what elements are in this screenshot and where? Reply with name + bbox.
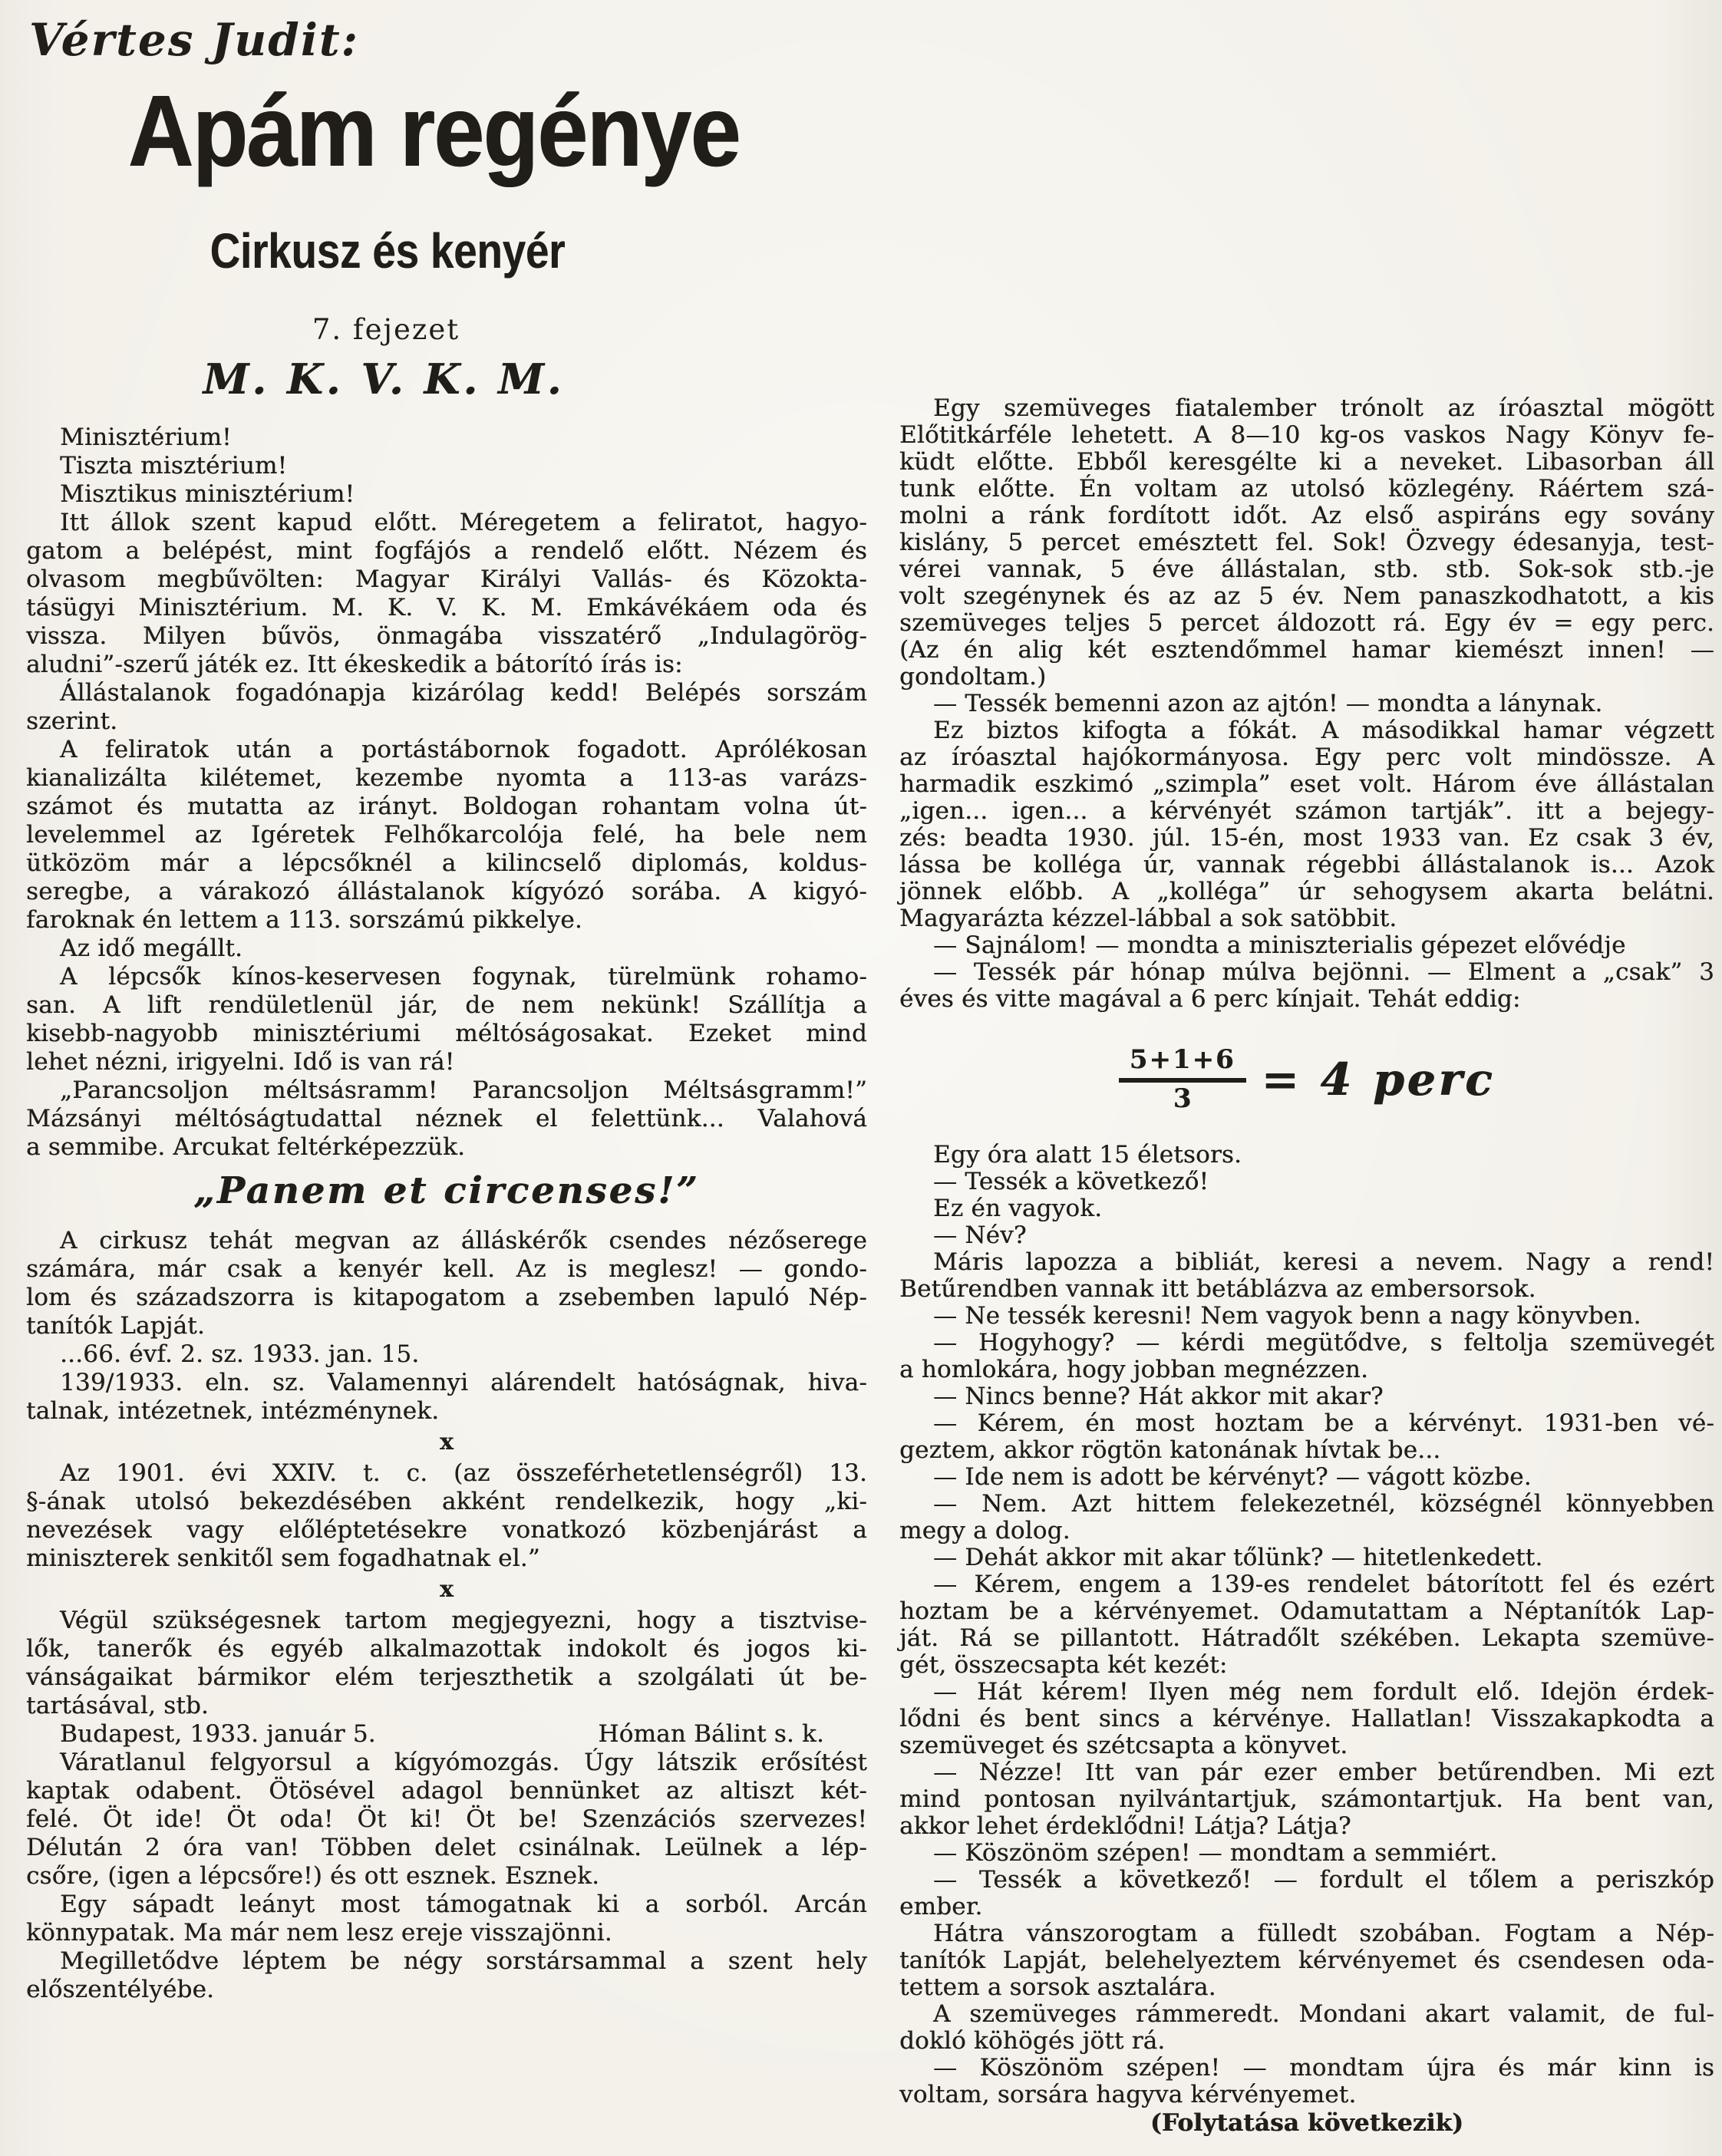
text-line: vérei vannak, 5 éve állástalan, stb. stb. Sok-sok stb.-je xyxy=(899,555,1714,583)
text-line: hoztam be a kérvényemet. Odamutattam a Néptanítók Lap- xyxy=(899,1597,1714,1625)
paragraph xyxy=(899,959,1714,1013)
text-line: — Kérem, én most hoztam be a kérvényt. 1931-ben vé- xyxy=(933,1409,1714,1437)
paragraph xyxy=(26,1891,867,1947)
text-line: könnypatak. Ma már nem lesz ereje visszajönni. xyxy=(26,1919,612,1947)
text-line: Itt állok szent kapud előtt. Méregetem a feliratot, hagyo- xyxy=(60,509,867,536)
text-line: Ez biztos kifogta a fókát. A másodikkal hamar végzett xyxy=(933,717,1714,744)
text-line: levelemmel az Igéretek Felhőkarcolója felé, ha bele nem xyxy=(26,821,867,849)
chapter-title: M. K. V. K. M. xyxy=(203,354,565,404)
paragraph xyxy=(899,1867,1714,1920)
text-line: tunk előtte. Én voltam az utolsó közlegény. Ráértem szá- xyxy=(899,475,1714,503)
text-line: felé. Öt ide! Öt oda! Öt ki! Öt be! Szenzációs szervezes! xyxy=(26,1805,867,1833)
text-line: számot és mutatta az irányt. Boldogan rohantam volna út- xyxy=(26,793,867,820)
text-line: lődni és bent sincs a kérvénye. Hallatlan! Visszakapkodta a xyxy=(899,1705,1714,1732)
continuation-note: (Folytatása következik) xyxy=(1150,2109,1464,2137)
fraction-denominator: 3 xyxy=(1173,1083,1192,1114)
text-line: san. A lift rendületlenül jár, de nem nekünk! Szállítja a xyxy=(26,991,867,1019)
paragraph xyxy=(26,1227,867,1340)
signature: Hóman Bálint s. k. xyxy=(598,1720,824,1748)
text-line: Az 1901. évi XXIV. t. c. (az összeférhetetlenségről) 13. xyxy=(60,1459,867,1487)
text-line: (Az én alig két esztendőmmel hamar kiemészt innen! — xyxy=(899,636,1714,664)
paragraph xyxy=(26,452,867,480)
text-line: ember. xyxy=(899,1893,983,1920)
text-line: dokló köhögés jött rá. xyxy=(899,2027,1166,2055)
paragraph xyxy=(26,1340,867,1369)
paragraph xyxy=(899,2055,1714,2108)
paragraph xyxy=(899,1491,1714,1544)
text-line: molni a ránk fordított időt. Az első aspiráns egy sovány xyxy=(899,502,1714,529)
dateline: Budapest, 1933. január 5. xyxy=(60,1720,376,1748)
text-line: — Nincs benne? Hát akkor mit akar? xyxy=(933,1383,1384,1410)
paragraph xyxy=(899,1303,1714,1330)
text-line: Végül szükségesnek tartom megjegyezni, hogy a tisztvise- xyxy=(60,1607,867,1634)
text-line: Egy óra alatt 15 életsors. xyxy=(933,1141,1242,1169)
text-line: lehet nézni, irigyelni. Idő is van rá! xyxy=(26,1048,455,1076)
text-line: ...66. évf. 2. sz. 1933. jan. 15. xyxy=(60,1340,420,1368)
text-line: voltam, sorsára hagyva kérvényemet. xyxy=(899,2081,1357,2108)
text-line: szemüveges teljes 5 percet áldozott rá. Egy év = egy perc. xyxy=(899,609,1714,637)
text-line: a homlokára, hogy jobban megnézzen. xyxy=(899,1356,1369,1383)
text-line: — Ide nem is adott be kérvényt? — vágott közbe. xyxy=(933,1463,1532,1491)
text-line: A cirkusz tehát megvan az álláskérők csendes nézőserege xyxy=(60,1227,867,1254)
text-line: A lépcsők kínos-keservesen fogynak, türelmünk rohamo- xyxy=(60,963,867,991)
paragraph xyxy=(899,1571,1714,1679)
text-line: ütközöm már a lépcsőknél a kilincselő diplomás, koldus- xyxy=(26,849,867,877)
text-line: — Kérem, engem a 139-es rendelet bátorított fel és ezért xyxy=(933,1571,1714,1598)
text-line: mind pontosan nyilvántartjuk, számontartjuk. Ha bent van, xyxy=(899,1785,1714,1813)
text-line: tásügyi Minisztérium. M. K. V. K. M. Emkávékáem oda és xyxy=(26,594,867,621)
paragraph xyxy=(899,932,1714,959)
paragraph xyxy=(26,1749,867,1891)
text-line: Előtitkárféle lehetett. A 8—10 kg-os vaskos Nagy Könyv fe- xyxy=(899,421,1714,449)
text-line: — Tessék pár hónap múlva bejönni. — Elment a „csak” 3 xyxy=(933,958,1714,986)
paragraph xyxy=(899,395,1714,691)
text-line: Az idő megállt. xyxy=(60,935,243,962)
text-line: A szemüveges rámmeredt. Mondani akart valamit, de ful- xyxy=(933,2000,1714,2028)
text-line: Megilletődve léptem be négy sorstársammal a szent hely xyxy=(60,1947,867,1975)
text-line: gét, összecsapta két kezét: xyxy=(899,1651,1228,1679)
text-line: szerint. xyxy=(26,707,118,735)
paragraph xyxy=(899,1464,1714,1491)
paragraph xyxy=(26,935,867,963)
text-line: a semmibe. Arcukat feltérképezzük. xyxy=(26,1133,466,1161)
text-line: vánságaikat bármikor elém terjeszthetik a szolgálati út be- xyxy=(26,1663,867,1691)
text-line: — Köszönöm szépen! — mondtam a semmiért. xyxy=(933,1839,1498,1867)
text-line: Egy sápadt leányt most támogatnak ki a sorból. Arcán xyxy=(60,1891,867,1918)
paragraph xyxy=(899,691,1714,717)
text-line: tanítók Lapját. xyxy=(26,1312,205,1340)
paragraph xyxy=(26,1607,867,1720)
text-line: számára, már csak a kenyér kell. Az is meglesz! — gondo- xyxy=(26,1255,867,1283)
paragraph xyxy=(26,736,867,935)
text-line: miniszterek senkitől sem fogadhatnak el.” xyxy=(26,1544,540,1572)
paragraph xyxy=(26,679,867,736)
text-line: — Sajnálom! — mondta a miniszterialis gépezet elővédje xyxy=(933,931,1626,959)
text-line: volt szegénynek és az az 5 év. Nem panaszkodhatott, a kis xyxy=(899,582,1714,610)
text-line: — Nem. Azt hittem felekezetnél, községnél könnyebben xyxy=(933,1490,1714,1518)
article-title: Apám regénye xyxy=(127,74,740,187)
author-byline: Vértes Judit: xyxy=(29,14,360,66)
text-line: Mázsányi méltóságtudattal néznek el felettünk... Valahová xyxy=(26,1105,867,1132)
text-line: faroknak én lettem a 113. sorszámú pikkelye. xyxy=(26,906,582,934)
text-line: ját. Rá se pillantott. Hátradőlt székében. Lekapta szemüve- xyxy=(899,1624,1714,1652)
text-line: kislány, 5 percet emésztett fel. Sok! Özvegy édesanyja, test- xyxy=(899,529,1714,556)
text-line: Egy szemüveges fiatalember trónolt az íróasztal mögött xyxy=(933,394,1714,422)
paragraph xyxy=(899,1920,1714,2001)
paragraph xyxy=(899,717,1714,932)
paragraph xyxy=(899,1222,1714,1249)
text-line: Hátra vánszorogtam a fülledt szobában. Fogtam a Nép- xyxy=(933,1920,1714,1947)
text-line: — Ne tessék keresni! Nem vagyok benn a nagy könyvben. xyxy=(933,1302,1641,1330)
text-line: — Tessék bemenni azon az ajtón! — mondta a lánynak. xyxy=(933,690,1603,717)
text-line: az íróasztal hajókormányosa. Egy perc volt mindössze. A xyxy=(899,743,1714,771)
right-column xyxy=(899,395,1714,2137)
formula-result: = 4 perc xyxy=(1261,1053,1496,1106)
text-line: aludni”-szerű játék ez. Itt ékeskedik a bátorító írás is: xyxy=(26,651,683,678)
text-line: lom és századszorra is kitapogatom a zsebemben lapuló Nép- xyxy=(26,1284,867,1311)
text-line: talnak, intézetnek, intézménynek. xyxy=(26,1397,440,1425)
text-line: Minisztérium! xyxy=(60,424,232,451)
text-line: — Hogyhogy? — kérdi megütődve, s feltolja szemüvegét xyxy=(933,1329,1714,1357)
text-line: vissza. Milyen bűvös, önmagába visszatérő „Indulagörög- xyxy=(26,622,867,650)
text-line: kaptak odabent. Ötösével adagol bennünket az altiszt két- xyxy=(26,1777,867,1805)
text-line: geztem, akkor rögtön katonának hívtak be... xyxy=(899,1436,1441,1464)
chapter-number: 7. fejezet xyxy=(312,313,460,346)
text-line: — Dehát akkor mit akar tőlünk? — hitetlenkedett. xyxy=(933,1544,1543,1571)
text-line: Délután 2 óra van! Többen delet csinálnak. Leülnek a lép- xyxy=(26,1834,867,1861)
text-line: olvasom megbűvölten: Magyar Királyi Vallás- és Közokta- xyxy=(26,565,867,593)
paragraph xyxy=(899,1169,1714,1195)
text-line: — Hát kérem! Ilyen még nem fordult elő. Idejön érdek- xyxy=(933,1678,1714,1706)
text-line: — Tessék a következő! — fordult el tőlem a periszkóp xyxy=(933,1866,1714,1894)
average-formula xyxy=(899,1022,1714,1137)
text-line: „Parancsoljon méltsásramm! Parancsoljon Méltsásgramm!” xyxy=(60,1076,867,1104)
paragraph xyxy=(899,1544,1714,1571)
section-separator: x xyxy=(439,1429,454,1455)
paragraph xyxy=(899,1410,1714,1464)
fraction-numerator: 5+1+6 xyxy=(1119,1044,1246,1083)
paragraph xyxy=(26,1459,867,1573)
text-line: jönnek előbb. A „kolléga” úr sehogysem akarta belátni. xyxy=(899,878,1714,905)
text-line: megy a dolog. xyxy=(899,1517,1070,1544)
text-line: Tiszta misztérium! xyxy=(60,452,288,480)
text-line: Váratlanul felgyorsul a kígyómozgás. Úgy látszik erősítést xyxy=(60,1749,867,1776)
text-line: Ez én vagyok. xyxy=(933,1195,1103,1222)
paragraph xyxy=(26,480,867,509)
text-line: szemüveget és szétcsapta a könyvet. xyxy=(899,1732,1348,1759)
text-line: Betűrendben vannak itt betáblázva az embersorsok. xyxy=(899,1275,1536,1303)
text-line: kianalizálta kilétemet, kezembe nyomta a 113-as varázs- xyxy=(26,764,867,792)
text-line: akkor lehet érdeklődni! Látja? Látja? xyxy=(899,1812,1351,1840)
text-line: A feliratok után a portástábornok fogadott. Aprólékosan xyxy=(60,736,867,763)
fraction xyxy=(1119,1044,1246,1115)
paragraph xyxy=(26,963,867,1076)
text-line: zés: beadta 1930. júl. 15-én, most 1933 van. Ez csak 3 év, xyxy=(899,824,1714,852)
text-line: Állástalanok fogadónapja kizárólag kedd! Belépés sorszám xyxy=(60,679,867,707)
text-line: seregbe, a várakozó állástalanok kígyózó sorába. A kigyó- xyxy=(26,878,867,905)
text-line: — Köszönöm szépen! — mondtam újra és már kinn is xyxy=(933,2054,1714,2082)
paragraph xyxy=(26,424,867,452)
paragraph xyxy=(26,1947,867,2004)
left-column xyxy=(26,424,867,2004)
text-line: Magyarázta kézzel-lábbal a sok satöbbit. xyxy=(899,905,1397,932)
text-line: küdt előtte. Ebből keresgélte ki a neveket. Libasorban áll xyxy=(899,448,1714,476)
text-line: lássa be kolléga úr, vannak régebbi állástalanok is... Azok xyxy=(899,851,1714,879)
paragraph xyxy=(26,1369,867,1426)
text-line: tettem a sorsok asztalára. xyxy=(899,1973,1216,2001)
text-line: tanítók Lapját, belehelyeztem kérvényemet és csendesen oda- xyxy=(899,1947,1714,1974)
paragraph xyxy=(899,1383,1714,1410)
text-line: lők, tanerők és egyéb alkalmazottak indokolt és jogos ki- xyxy=(26,1635,867,1663)
text-line: éves és vitte magával a 6 perc kínjait. Tehát eddig: xyxy=(899,985,1521,1013)
text-line: — Nézze! Itt van pár ezer ember betűrendben. Mi ezt xyxy=(933,1759,1714,1786)
text-line: kisebb-nagyobb minisztériumi méltóságosakat. Ezeket mind xyxy=(26,1020,867,1047)
paragraph xyxy=(899,1195,1714,1222)
text-line: Máris lapozza a bibliát, keresi a nevem. Nagy a rend! xyxy=(933,1248,1714,1276)
section-separator: x xyxy=(439,1576,454,1603)
paragraph xyxy=(899,2001,1714,2055)
text-line: harmadik eszkimó „szimpla” eset volt. Három éve állástalan xyxy=(899,770,1714,798)
text-line: — Tessék a következő! xyxy=(933,1168,1209,1195)
text-line: Misztikus minisztérium! xyxy=(60,480,355,508)
text-line: 139/1933. eln. sz. Valamennyi alárendelt hatóságnak, hiva- xyxy=(60,1369,867,1396)
section-heading: „Panem et circenses!” xyxy=(193,1169,700,1212)
paragraph xyxy=(26,1076,867,1162)
paragraph xyxy=(26,509,867,679)
text-line: csőre, (igen a lépcsőre!) és ott esznek. Esznek. xyxy=(26,1862,600,1890)
paragraph xyxy=(899,1759,1714,1840)
text-line: előszentélyébe. xyxy=(26,1976,215,2003)
text-line: §-ának utolsó bekezdésében akként rendelkezik, hogy „ki- xyxy=(26,1488,867,1515)
paragraph xyxy=(899,1142,1714,1169)
text-line: „igen... igen... a kérvényét számon tartják”. itt a bejegy- xyxy=(899,797,1714,825)
article-subtitle: Cirkusz és kenyér xyxy=(209,223,566,279)
text-line: nevezések vagy előléptetésekre vonatkozó közbenjárást a xyxy=(26,1516,867,1544)
paragraph xyxy=(899,1330,1714,1383)
paragraph xyxy=(899,1840,1714,1867)
text-line: tartásával, stb. xyxy=(26,1692,209,1719)
text-line: — Név? xyxy=(933,1221,1027,1249)
text-line: gondoltam.) xyxy=(899,663,1047,691)
paragraph xyxy=(899,1249,1714,1303)
text-line: gatom a belépést, mint fogfájós a rendelő előtt. Nézem és xyxy=(26,537,867,565)
paragraph xyxy=(899,1679,1714,1759)
signature-row xyxy=(26,1720,867,1749)
